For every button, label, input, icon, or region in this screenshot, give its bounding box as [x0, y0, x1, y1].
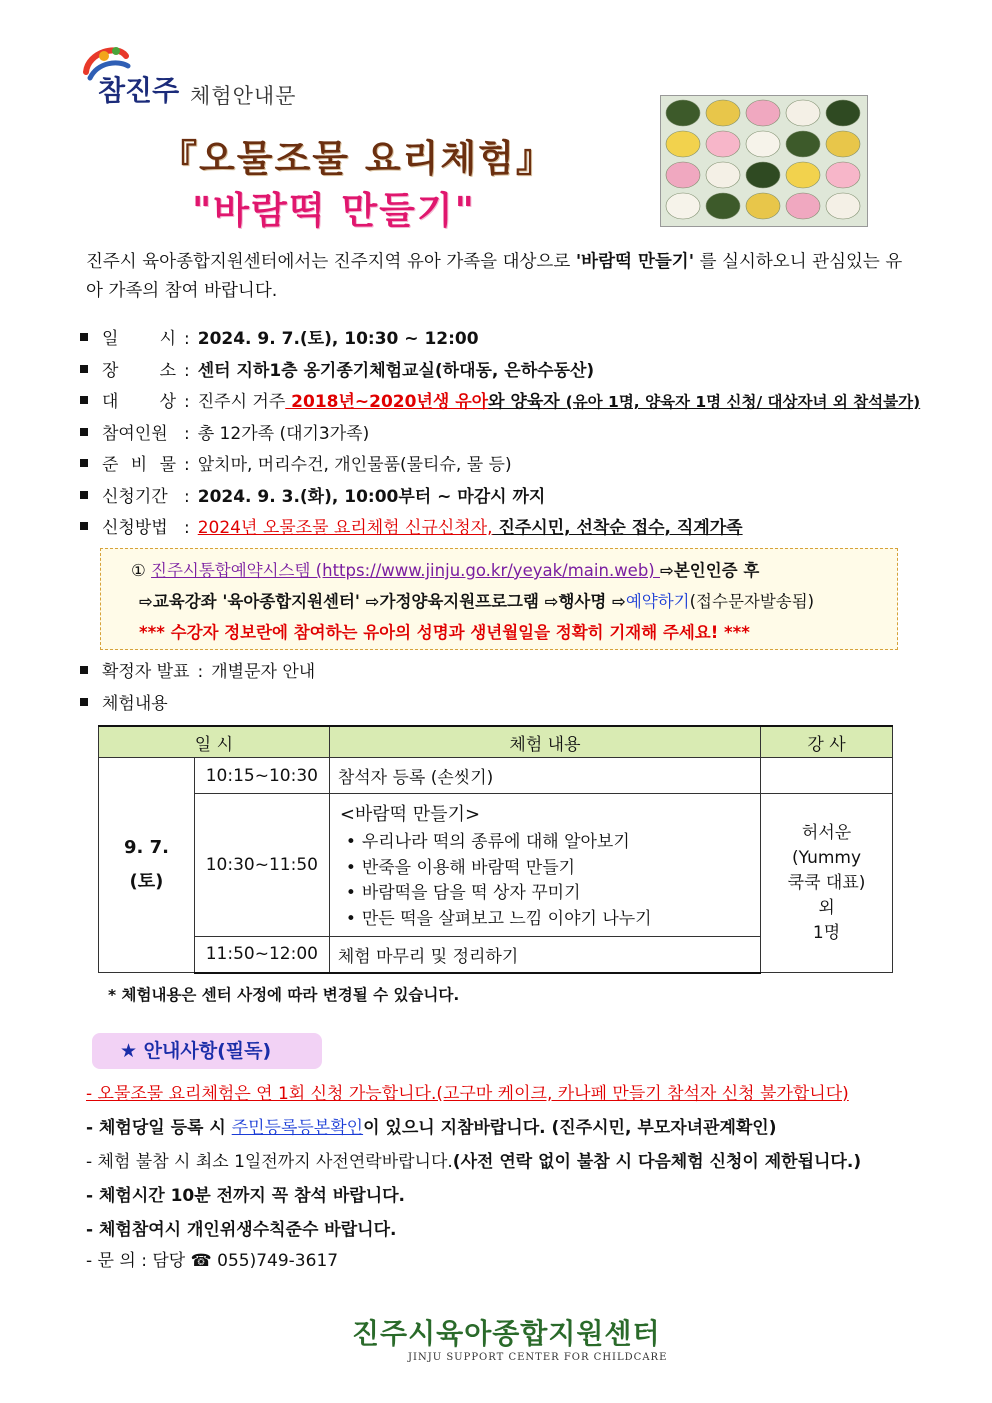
activity-list [340, 830, 759, 932]
activity-title: <바람떡 만들기> [339, 804, 481, 825]
bullet-icon [80, 396, 88, 404]
info-date: 일 시 : 2024. 9. 7.(토), 10:30 ~ 12:00 [80, 324, 950, 356]
info-value: 진주시민, 선착순 접수, 직계가족 [492, 518, 743, 538]
rice-cake [826, 131, 860, 157]
table-header-row [99, 726, 893, 758]
rice-cake [826, 162, 860, 188]
info-label: 장 소 [102, 360, 176, 381]
notice-item: - 오물조물 요리체험은 연 1회 신청 가능합니다.(고구마 케이크, 카나페 만들기 참석자 신청 불가합니다) [86, 1084, 849, 1104]
instruction-line-1: ① 진주시통합예약시스템 (https://www.jinju.go.kr/yeyak/main.web) ⇨본인인증 후 [131, 561, 760, 580]
info-label: 대 상 [102, 392, 176, 412]
info-content-label: 체험내용 [80, 688, 940, 720]
instruction-line-2: ⇨교육강좌 '육아종합지원센터' ⇨가정양육지원프로그램 ⇨행사명 ⇨예약하기(접수문자발송됨) [139, 592, 815, 611]
rice-cake [826, 193, 860, 219]
info-method: 신청방법 : 2024년 오물조물 요리체험 신규신청자, 진주시민, 선착순 접수, 직계가족 [80, 513, 950, 545]
info-value: 2024. 9. 7.(토), 10:30 ~ 12:00 [197, 329, 479, 349]
schedule-table [98, 725, 893, 974]
notice-item: - 체험 불참 시 최소 1일전까지 사전연락바랍니다.(사전 연락 없이 불참 시 다음체험 신청이 제한됩니다.) [86, 1152, 862, 1172]
rice-cake [786, 131, 820, 157]
rice-cake [826, 100, 860, 126]
time-cell: 10:30~11:50 [194, 794, 329, 937]
notice-list [86, 1077, 956, 1275]
list-item: • 우리나라 떡의 종류에 대해 알아보기 [362, 830, 759, 856]
lecturer-cell: 허서운 (Yummy 쿡쿡 대표) 외 1명 [761, 794, 893, 973]
rice-cake [746, 193, 780, 219]
content-cell: 참석자 등록 (손씻기) [329, 758, 760, 794]
list-item: • 만든 떡을 살펴보고 느낌 이야기 나누기 [362, 907, 759, 933]
notice-item: - 체험참여시 개인위생수칙준수 바랍니다. [86, 1220, 397, 1240]
info-list [80, 324, 950, 545]
rice-cake [706, 193, 740, 219]
bullet-icon [80, 698, 88, 706]
rice-cake [706, 162, 740, 188]
table-row [99, 794, 893, 937]
content-cell: 체험 마무리 및 정리하기 [329, 937, 760, 973]
post-info [80, 656, 940, 720]
header-lecturer: 강 사 [761, 726, 893, 758]
rice-cake [746, 131, 780, 157]
center-logo-name: 진주시육아종합지원센터 [352, 1317, 661, 1350]
rice-cake [666, 100, 700, 126]
method-highlight: 2024년 오물조물 요리체험 신규신청자, [197, 518, 493, 538]
rice-cake-photo [660, 95, 868, 227]
rice-cake [706, 100, 740, 126]
target-note: (유아 1명, 양육자 1명 신청/ 대상자녀 외 참석불가) [565, 393, 921, 411]
header-datetime: 일 시 [99, 726, 330, 758]
list-item: • 바람떡을 담을 떡 상자 꾸미기 [362, 881, 759, 907]
info-announce: 확정자 발표 : 개별문자 안내 [80, 656, 940, 688]
intro-paragraph [86, 248, 916, 306]
rice-cake [786, 193, 820, 219]
time-cell: 11:50~12:00 [194, 937, 329, 973]
time-cell: 10:15~10:30 [194, 758, 329, 794]
city-logo [78, 42, 188, 108]
rice-cake [666, 162, 700, 188]
list-item: • 반죽을 이용해 바람떡 만들기 [362, 856, 759, 882]
svg-text:참진주: 참진주 [98, 74, 180, 107]
instruction-warning: *** 수강자 정보란에 참여하는 유아의 성명과 생년월일을 정확히 기재해 주세요! *** [139, 623, 750, 642]
bullet-icon [80, 428, 88, 436]
info-place: 장 소 : 센터 지하1층 옹기종기체험교실(하대동, 은하수동산) [80, 356, 950, 388]
info-label: 일 시 [102, 329, 176, 349]
rice-cake [746, 162, 780, 188]
rice-cake [746, 100, 780, 126]
info-label: 참여인원 [102, 423, 168, 444]
bullet-icon [80, 666, 88, 674]
reservation-link[interactable]: 진주시통합예약시스템 (https://www.jinju.go.kr/yeyak/main.web) [151, 561, 660, 580]
content-cell [329, 794, 760, 937]
info-value: 총 12가족 (대기3가족) [197, 423, 370, 444]
document-label: 체험안내문 [190, 84, 297, 108]
bullet-icon [80, 333, 88, 341]
bullet-icon [80, 459, 88, 467]
rice-cake [706, 131, 740, 157]
target-age-highlight: 2018년~2020년생 유아 [285, 392, 489, 412]
info-value: 2024. 9. 3.(화), 10:00부터 ~ 마감시 까지 [197, 486, 546, 507]
info-prep: 준 비 물 : 앞치마, 머리수건, 개인물품(물티슈, 물 등) [80, 450, 950, 482]
info-period: 신청기간 : 2024. 9. 3.(화), 10:00부터 ~ 마감시 까지 [80, 482, 950, 514]
notice-item: - 체험당일 등록 시 주민등록등본확인이 있으니 지참바랍니다. (진주시민, 부모자녀관계확인) [86, 1118, 777, 1138]
bullet-icon [80, 365, 88, 373]
empty-cell [761, 758, 893, 794]
info-value: 센터 지하1층 옹기종기체험교실(하대동, 은하수동산) [197, 360, 595, 381]
rice-cake [666, 131, 700, 157]
info-label: 준 비 물 [102, 455, 176, 475]
info-participants: 참여인원 : 총 12가족 (대기3가족) [80, 419, 950, 451]
rice-cake [786, 162, 820, 188]
rice-cake [666, 193, 700, 219]
bullet-icon [80, 491, 88, 499]
info-label: 신청방법 [102, 518, 168, 538]
info-value: 와 양육자 [488, 392, 566, 412]
rice-cake [786, 100, 820, 126]
bullet-icon [80, 522, 88, 530]
application-instructions [100, 548, 898, 650]
page-title: 『오물조물 요리체험』 [160, 137, 555, 180]
intro-bold: '바람떡 만들기' [575, 252, 695, 272]
center-logo-english: JINJU SUPPORT CENTER FOR CHILDCARE [408, 1352, 668, 1363]
intro-text-1: 진주시 육아종합지원센터에서는 진주지역 유아 가족을 대상으로 [86, 252, 576, 272]
info-value: 진주시 거주 [197, 392, 286, 412]
change-note: * 체험내용은 센터 사정에 따라 변경될 수 있습니다. [108, 986, 460, 1004]
header-content: 체험 내용 [329, 726, 760, 758]
info-value: 앞치마, 머리수건, 개인물품(물티슈, 물 등) [197, 455, 512, 475]
date-cell: 9. 7. (토) [99, 758, 195, 973]
table-row [99, 758, 893, 794]
info-label: 신청기간 [102, 486, 168, 507]
contact-item: - 문 의 : 담당 ☎ 055)749-3617 [86, 1251, 339, 1271]
notice-heading: ★ 안내사항(필독) [92, 1033, 322, 1069]
intro-text-2: 를 실시하오니 관심있는 유아 가족의 참여 바랍니다. [86, 252, 903, 301]
info-target: 대 상 : 진주시 거주 2018년~2020년생 유아와 양육자 (유아 1명, 양육자 1명 신청/ 대상자녀 외 참석불가) [80, 387, 950, 419]
page-subtitle: "바람떡 만들기" [192, 189, 476, 232]
notice-item: - 체험시간 10분 전까지 꼭 참석 바랍니다. [86, 1186, 406, 1206]
